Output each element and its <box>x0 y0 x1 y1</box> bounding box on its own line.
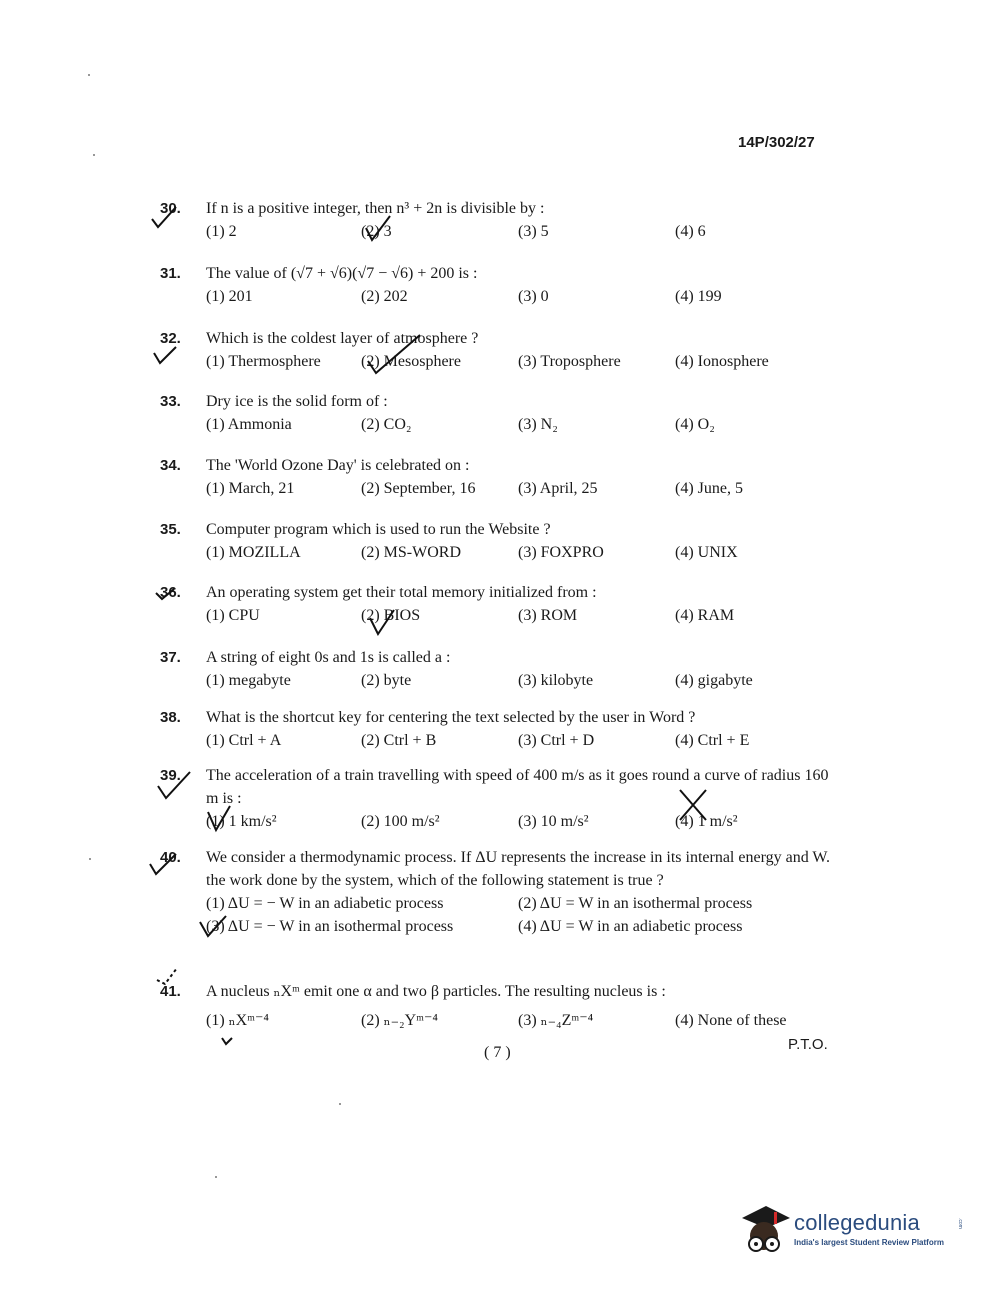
student-mascot-icon <box>736 1198 792 1258</box>
question-stem: Which is the coldest layer of atmosphere ? <box>206 330 479 347</box>
option-2: (2) CO₂ <box>361 416 412 433</box>
options-row <box>206 285 840 308</box>
option-3: (3) April, 25 <box>518 480 598 497</box>
option-1: (1) ΔU = − W in an adiabetic process <box>206 895 444 912</box>
check-mark-icon <box>152 343 182 367</box>
question-stem: A nucleus ₙXᵐ emit one α and two β particles. The resulting nucleus is : <box>206 983 666 1000</box>
question-number: 35. <box>160 521 181 538</box>
option-3: (3) Ctrl + D <box>518 732 595 749</box>
check-mark-icon <box>206 804 234 834</box>
question-number: 32. <box>160 330 181 347</box>
options-row <box>206 669 840 692</box>
check-mark-icon <box>362 214 392 244</box>
option-3: (3) ROM <box>518 607 578 624</box>
option-3: (3) 0 <box>518 288 549 305</box>
option-2: (2) Ctrl + B <box>361 732 437 749</box>
check-mark-icon <box>155 966 183 988</box>
check-mark-icon <box>148 852 178 878</box>
check-mark-icon <box>198 914 228 940</box>
question-number: 38. <box>160 709 181 726</box>
scan-speck <box>89 858 91 860</box>
option-4: (4) June, 5 <box>675 480 743 497</box>
collegedunia-logo <box>736 1198 966 1258</box>
option-2: (2) ΔU = W in an isothermal process <box>518 895 753 912</box>
option-1: (1) March, 21 <box>206 480 295 497</box>
question-41 <box>150 980 840 1032</box>
scan-speck <box>339 1103 341 1105</box>
option-2: (2) byte <box>361 672 412 689</box>
question-number: 39. <box>160 767 181 784</box>
option-3: (3) FOXPRO <box>518 544 604 561</box>
question-number: 34. <box>160 457 181 474</box>
question-36 <box>150 581 840 627</box>
option-1: (1) 201 <box>206 288 253 305</box>
options-row <box>206 604 840 627</box>
question-stem: What is the shortcut key for centering the text selected by the user in Word ? <box>206 709 696 726</box>
options-row <box>206 477 840 500</box>
option-1: (1) 2 <box>206 223 237 240</box>
option-4: (4) None of these <box>675 1012 787 1029</box>
question-number: 37. <box>160 649 181 666</box>
option-2: (2) BIOS <box>361 607 421 624</box>
question-39 <box>150 764 840 833</box>
question-31 <box>150 262 840 308</box>
question-32 <box>150 327 840 373</box>
option-1: (1) Thermosphere <box>206 353 321 370</box>
check-mark-icon <box>156 770 194 800</box>
option-2: (2) ₙ₋₂Yᵐ⁻⁴ <box>361 1012 438 1029</box>
pto-label: P.T.O. <box>788 1036 828 1053</box>
option-2: (2) 202 <box>361 288 408 305</box>
question-stem: An operating system get their total memory initialized from : <box>206 584 597 601</box>
options-row <box>206 729 840 752</box>
check-mark-icon <box>154 587 176 603</box>
question-number: 36. <box>160 584 181 601</box>
option-1: (1) Ctrl + A <box>206 732 282 749</box>
option-4: (4) ΔU = W in an adiabetic process <box>518 918 743 935</box>
scan-speck <box>88 74 90 76</box>
check-mark-icon <box>368 608 398 638</box>
question-number: 31. <box>160 265 181 282</box>
option-2: (2) September, 16 <box>361 480 476 497</box>
check-mark-icon <box>220 1036 234 1046</box>
option-1: (1) MOZILLA <box>206 544 301 561</box>
option-1: (1) ₙXᵐ⁻⁴ <box>206 1012 269 1029</box>
option-3: (3) 5 <box>518 223 549 240</box>
option-4: (4) Ctrl + E <box>675 732 750 749</box>
question-34 <box>150 454 840 500</box>
question-number: 33. <box>160 393 181 410</box>
question-stem: If n is a positive integer, then n³ + 2n is divisible by : <box>206 200 545 217</box>
option-4: (4) O₂ <box>675 416 715 433</box>
option-1: (1) Ammonia <box>206 416 292 433</box>
question-stem: Dry ice is the solid form of : <box>206 393 388 410</box>
question-stem: Computer program which is used to run the Website ? <box>206 521 551 538</box>
options-row <box>206 350 840 373</box>
option-1: (1) 1 km/s² <box>206 813 277 830</box>
scan-speck <box>215 1176 217 1178</box>
option-3: (3) Troposphere <box>518 353 621 370</box>
option-3: (3) ₙ₋₄Zᵐ⁻⁴ <box>518 1012 594 1029</box>
question-38 <box>150 706 840 752</box>
option-4: (4) Ionosphere <box>675 353 769 370</box>
brand-domain: .com <box>957 1218 963 1229</box>
option-2: (2) 3 <box>361 223 392 240</box>
question-number: 30. <box>160 200 181 217</box>
option-3: (3) ΔU = − W in an isothermal process <box>206 918 454 935</box>
options-row <box>206 1009 840 1032</box>
option-2: (2) MS-WORD <box>361 544 461 561</box>
options-row <box>206 892 840 915</box>
question-37 <box>150 646 840 692</box>
option-4: (4) 199 <box>675 288 722 305</box>
options-row <box>206 810 840 833</box>
question-stem: We consider a thermodynamic process. If ΔU represents the increase in its internal energy and W. the work done by the system, which of the following statement is true ? <box>206 849 831 889</box>
option-2: (2) 100 m/s² <box>361 813 440 830</box>
question-stem: The 'World Ozone Day' is celebrated on : <box>206 457 470 474</box>
check-mark-icon <box>150 205 180 229</box>
option-3: (3) kilobyte <box>518 672 594 689</box>
option-4: (4) gigabyte <box>675 672 753 689</box>
question-33 <box>150 390 840 436</box>
option-3: (3) N₂ <box>518 416 558 433</box>
check-mark-icon <box>364 333 424 377</box>
question-number: 41. <box>160 983 181 1000</box>
brand-name: collegedunia <box>794 1210 920 1235</box>
paper-code: 14P/302/27 <box>738 134 815 151</box>
option-3: (3) 10 m/s² <box>518 813 589 830</box>
option-4: (4) 6 <box>675 223 706 240</box>
option-1: (1) megabyte <box>206 672 291 689</box>
scan-speck <box>93 154 95 156</box>
options-row <box>206 220 840 243</box>
options-row <box>206 915 840 938</box>
option-4: (4) UNIX <box>675 544 738 561</box>
question-stem: The acceleration of a train travelling with speed of 400 m/s as it goes round a curve of radius 160 m is : <box>206 767 829 807</box>
options-row <box>206 413 840 436</box>
question-number: 40. <box>160 849 181 866</box>
question-35 <box>150 518 840 564</box>
cross-mark-icon <box>676 786 710 824</box>
option-2: (2) Mesosphere <box>361 353 461 370</box>
page-number: ( 7 ) <box>484 1044 511 1061</box>
question-stem: The value of (√7 + √6)(√7 − √6) + 200 is : <box>206 265 478 282</box>
question-30 <box>150 197 840 243</box>
option-4: (4) RAM <box>675 607 735 624</box>
question-40 <box>150 846 840 938</box>
brand-tagline: India's largest Student Review Platform <box>794 1238 944 1247</box>
option-1: (1) CPU <box>206 607 260 624</box>
question-stem: A string of eight 0s and 1s is called a : <box>206 649 451 666</box>
options-row <box>206 541 840 564</box>
option-4: (4) 1 m/s² <box>675 813 738 830</box>
